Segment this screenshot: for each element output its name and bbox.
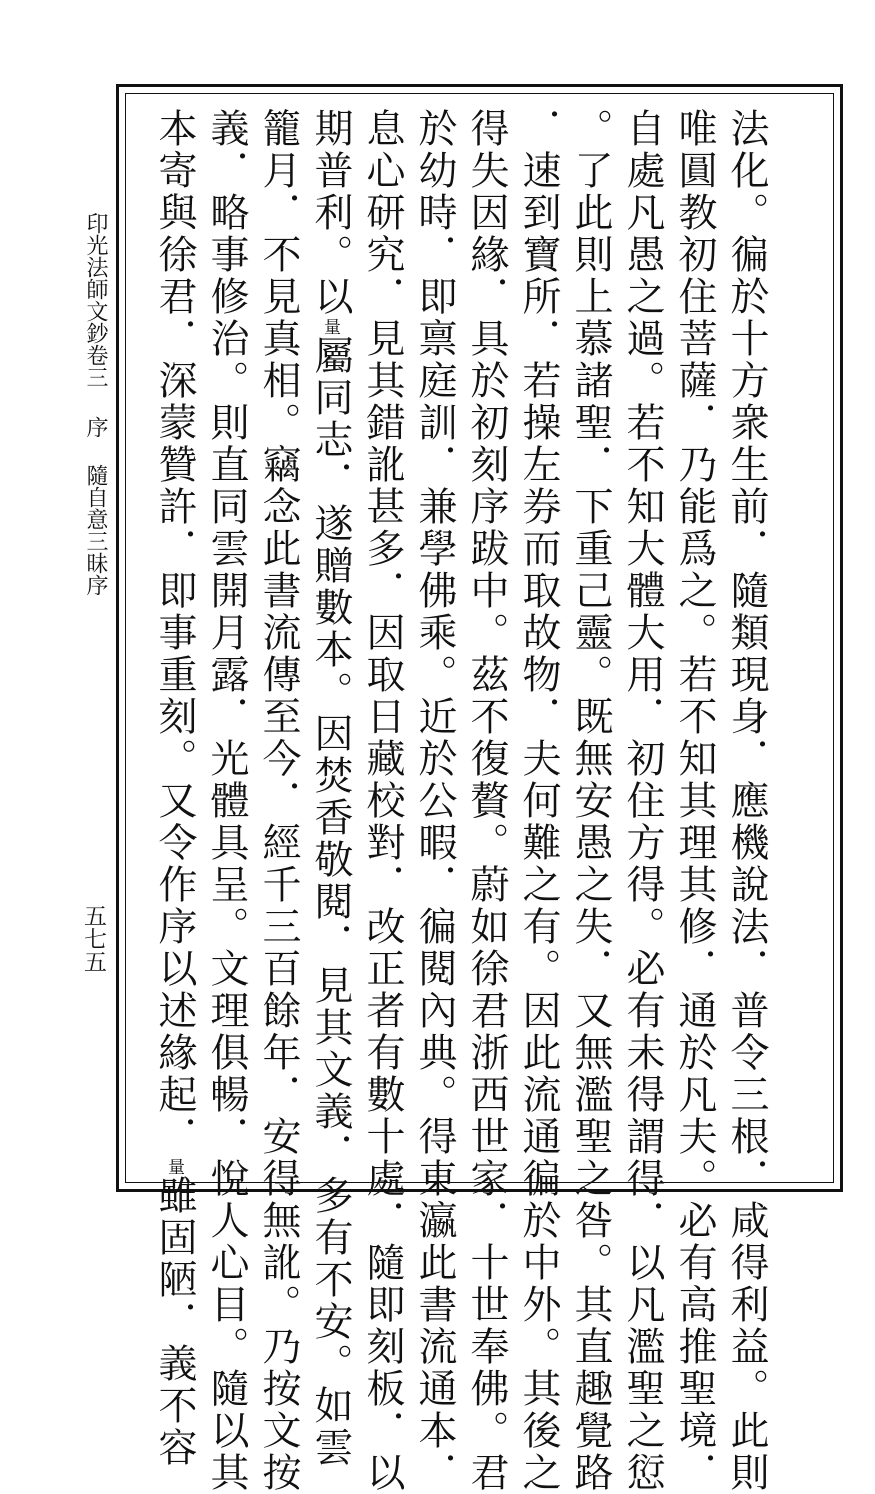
column-text: 得失因緣．具於初刻序跋中。茲不復贅。蔚如徐君浙西世家．十世奉佛。君 — [464, 108, 509, 1494]
running-header — [74, 212, 108, 596]
text-column-8 — [356, 108, 408, 1494]
text-column-9 — [304, 108, 356, 1469]
column-text: 自處凡愚之過。若不知大體大用．初住方得。必有未得謂得．以凡濫聖之愆 — [620, 108, 665, 1494]
column-text: 唯圓教初住菩薩．乃能爲之。若不知其理其修．通於凡夫。必有高推聖境． — [672, 108, 717, 1494]
text-column-6 — [460, 108, 512, 1494]
text-column-7 — [408, 108, 460, 1494]
honorific-mark: 量 — [164, 1158, 184, 1175]
main-text — [142, 108, 772, 1494]
text-column-2 — [668, 108, 720, 1494]
article-title: 隨自意三昧序 — [83, 464, 108, 596]
text-column-12 — [148, 108, 200, 1469]
column-text: 本寄與徐君．深蒙贊許．即事重刻。又令作序以述緣起． — [152, 108, 197, 1158]
text-column-1 — [720, 108, 772, 1494]
text-column-5 — [512, 108, 564, 1494]
section-label: 序 — [83, 416, 108, 438]
text-column-3 — [616, 108, 668, 1494]
column-text: 於幼時．即禀庭訓．兼學佛乘。近於公暇．徧閱內典。得東瀛此書流通本． — [412, 108, 457, 1494]
text-column-11 — [200, 108, 252, 1494]
column-text-cont: 雖固陋．義不容 — [152, 1175, 197, 1469]
column-text-cont: 屬同志．遂贈數本。因焚香敬閱．見其文義．多有不安。如雲 — [308, 335, 353, 1469]
column-text: 法化。徧於十方衆生前．隨類現身．應機說法．普令三根．咸得利益。此則 — [724, 108, 769, 1494]
column-text: 義．略事修治。則直同雲開月露．光體具呈。文理俱暢．悅人心目。隨以其 — [204, 108, 249, 1494]
column-text: 。了此則上慕諸聖．下重己靈。既無安愚之失．又無濫聖之咎。其直趣覺路 — [568, 108, 613, 1494]
column-text: ．速到寶所．若操左券而取故物．夫何難之有。因此流通徧於中外。其後之 — [516, 108, 561, 1494]
honorific-mark: 量 — [320, 318, 340, 335]
text-column-10 — [252, 108, 304, 1494]
column-text: 息心研究．見其錯訛甚多．因取日藏校對．改正者有數十處．隨即刻板．以 — [360, 108, 405, 1494]
column-text: 籠月．不見真相。竊念此書流傳至今．經千三百餘年．安得無訛。乃按文按 — [256, 108, 301, 1494]
book-title: 印光法師文鈔卷三 — [83, 212, 108, 388]
text-column-4 — [564, 108, 616, 1494]
page-number: 五七五 — [80, 904, 106, 973]
column-text: 期普利。以 — [308, 108, 353, 318]
